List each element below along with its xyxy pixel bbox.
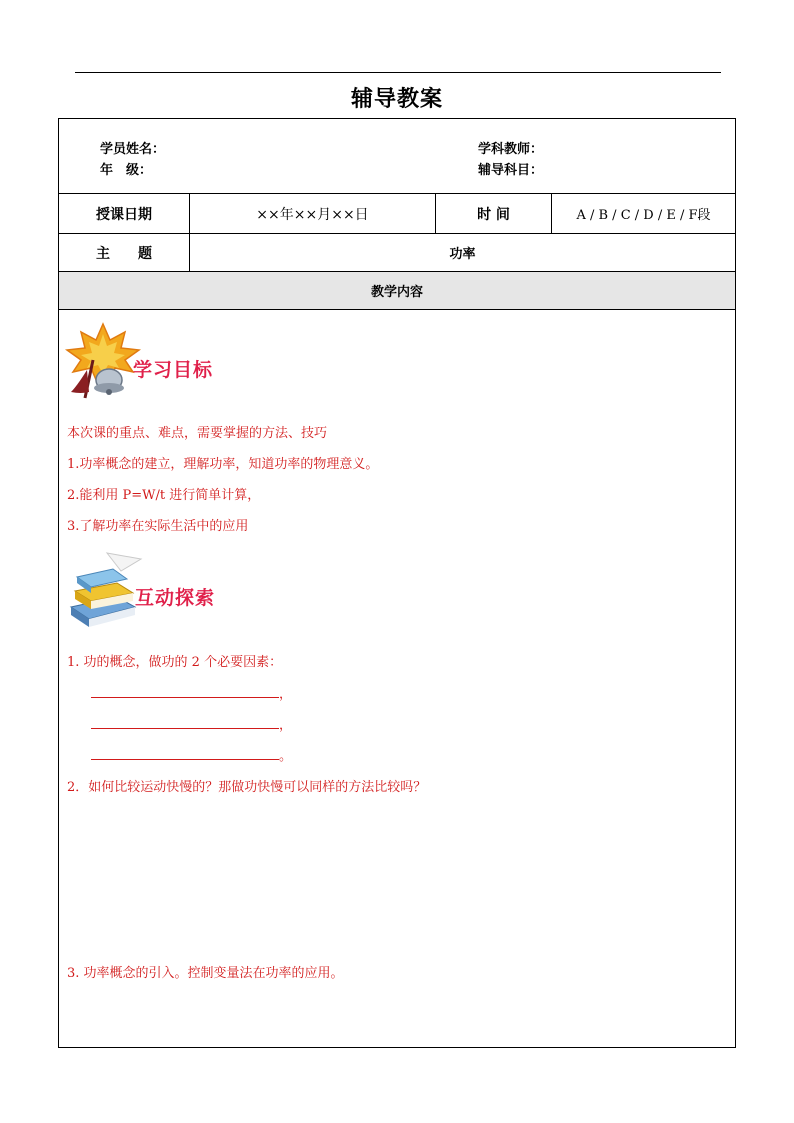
blank-line	[91, 685, 279, 698]
blank-ending: 。	[279, 749, 293, 764]
learning-goals-intro: 本次课的重点、难点，需要掌握的方法、技巧	[67, 426, 328, 441]
learning-goals-banner: 学习目标	[133, 359, 214, 381]
subject-label: 辅导科目：	[478, 163, 544, 178]
content-header-row	[59, 272, 735, 310]
topic-label: 主 题	[59, 234, 190, 271]
content-label: 教学内容	[370, 285, 423, 300]
teacher-label: 学科教师：	[478, 142, 544, 157]
student-info-row	[59, 119, 735, 194]
goal-item-2: 2.能利用 P=W/t 进行简单计算，	[67, 488, 261, 503]
goal-item-3: 3.了解功率在实际生活中的应用	[67, 519, 249, 534]
blank-ending: ，	[279, 687, 293, 702]
date-value: ××年××月××日	[190, 194, 436, 233]
maple-leaf-bell-icon	[63, 320, 143, 402]
question-2: 2．如何比较运动快慢的？那做功快慢可以同样的方法比较吗？	[67, 780, 427, 795]
time-value: A / B / C / D / E / F段	[576, 208, 711, 223]
answer-blank-1[interactable]	[91, 683, 292, 702]
blank-line	[91, 747, 279, 760]
goal-item-1: 1.功率概念的建立，理解功率，知道功率的物理意义。	[67, 457, 379, 472]
time-label: 时 间	[436, 194, 552, 233]
lesson-plan-table	[58, 118, 736, 1048]
date-label: 授课日期	[59, 194, 190, 233]
blank-ending: ，	[279, 718, 293, 733]
answer-blank-3[interactable]	[91, 745, 292, 764]
answer-blank-2[interactable]	[91, 714, 292, 733]
topic-row	[59, 234, 735, 272]
interactive-exploration-banner: 互动探索	[135, 587, 216, 609]
student-name-label: 学员姓名：	[100, 142, 166, 157]
topic-value: 功率	[449, 247, 476, 262]
document-title: 辅导教案	[350, 86, 443, 112]
books-paper-plane-icon	[65, 549, 145, 633]
date-time-row	[59, 194, 735, 234]
top-rule	[75, 72, 721, 73]
blank-line	[91, 716, 279, 729]
grade-label: 年 级：	[100, 163, 153, 178]
question-3: 3. 功率概念的引入。控制变量法在功率的应用。	[67, 966, 344, 981]
question-1: 1. 功的概念，做功的 2 个必要因素：	[67, 655, 283, 670]
